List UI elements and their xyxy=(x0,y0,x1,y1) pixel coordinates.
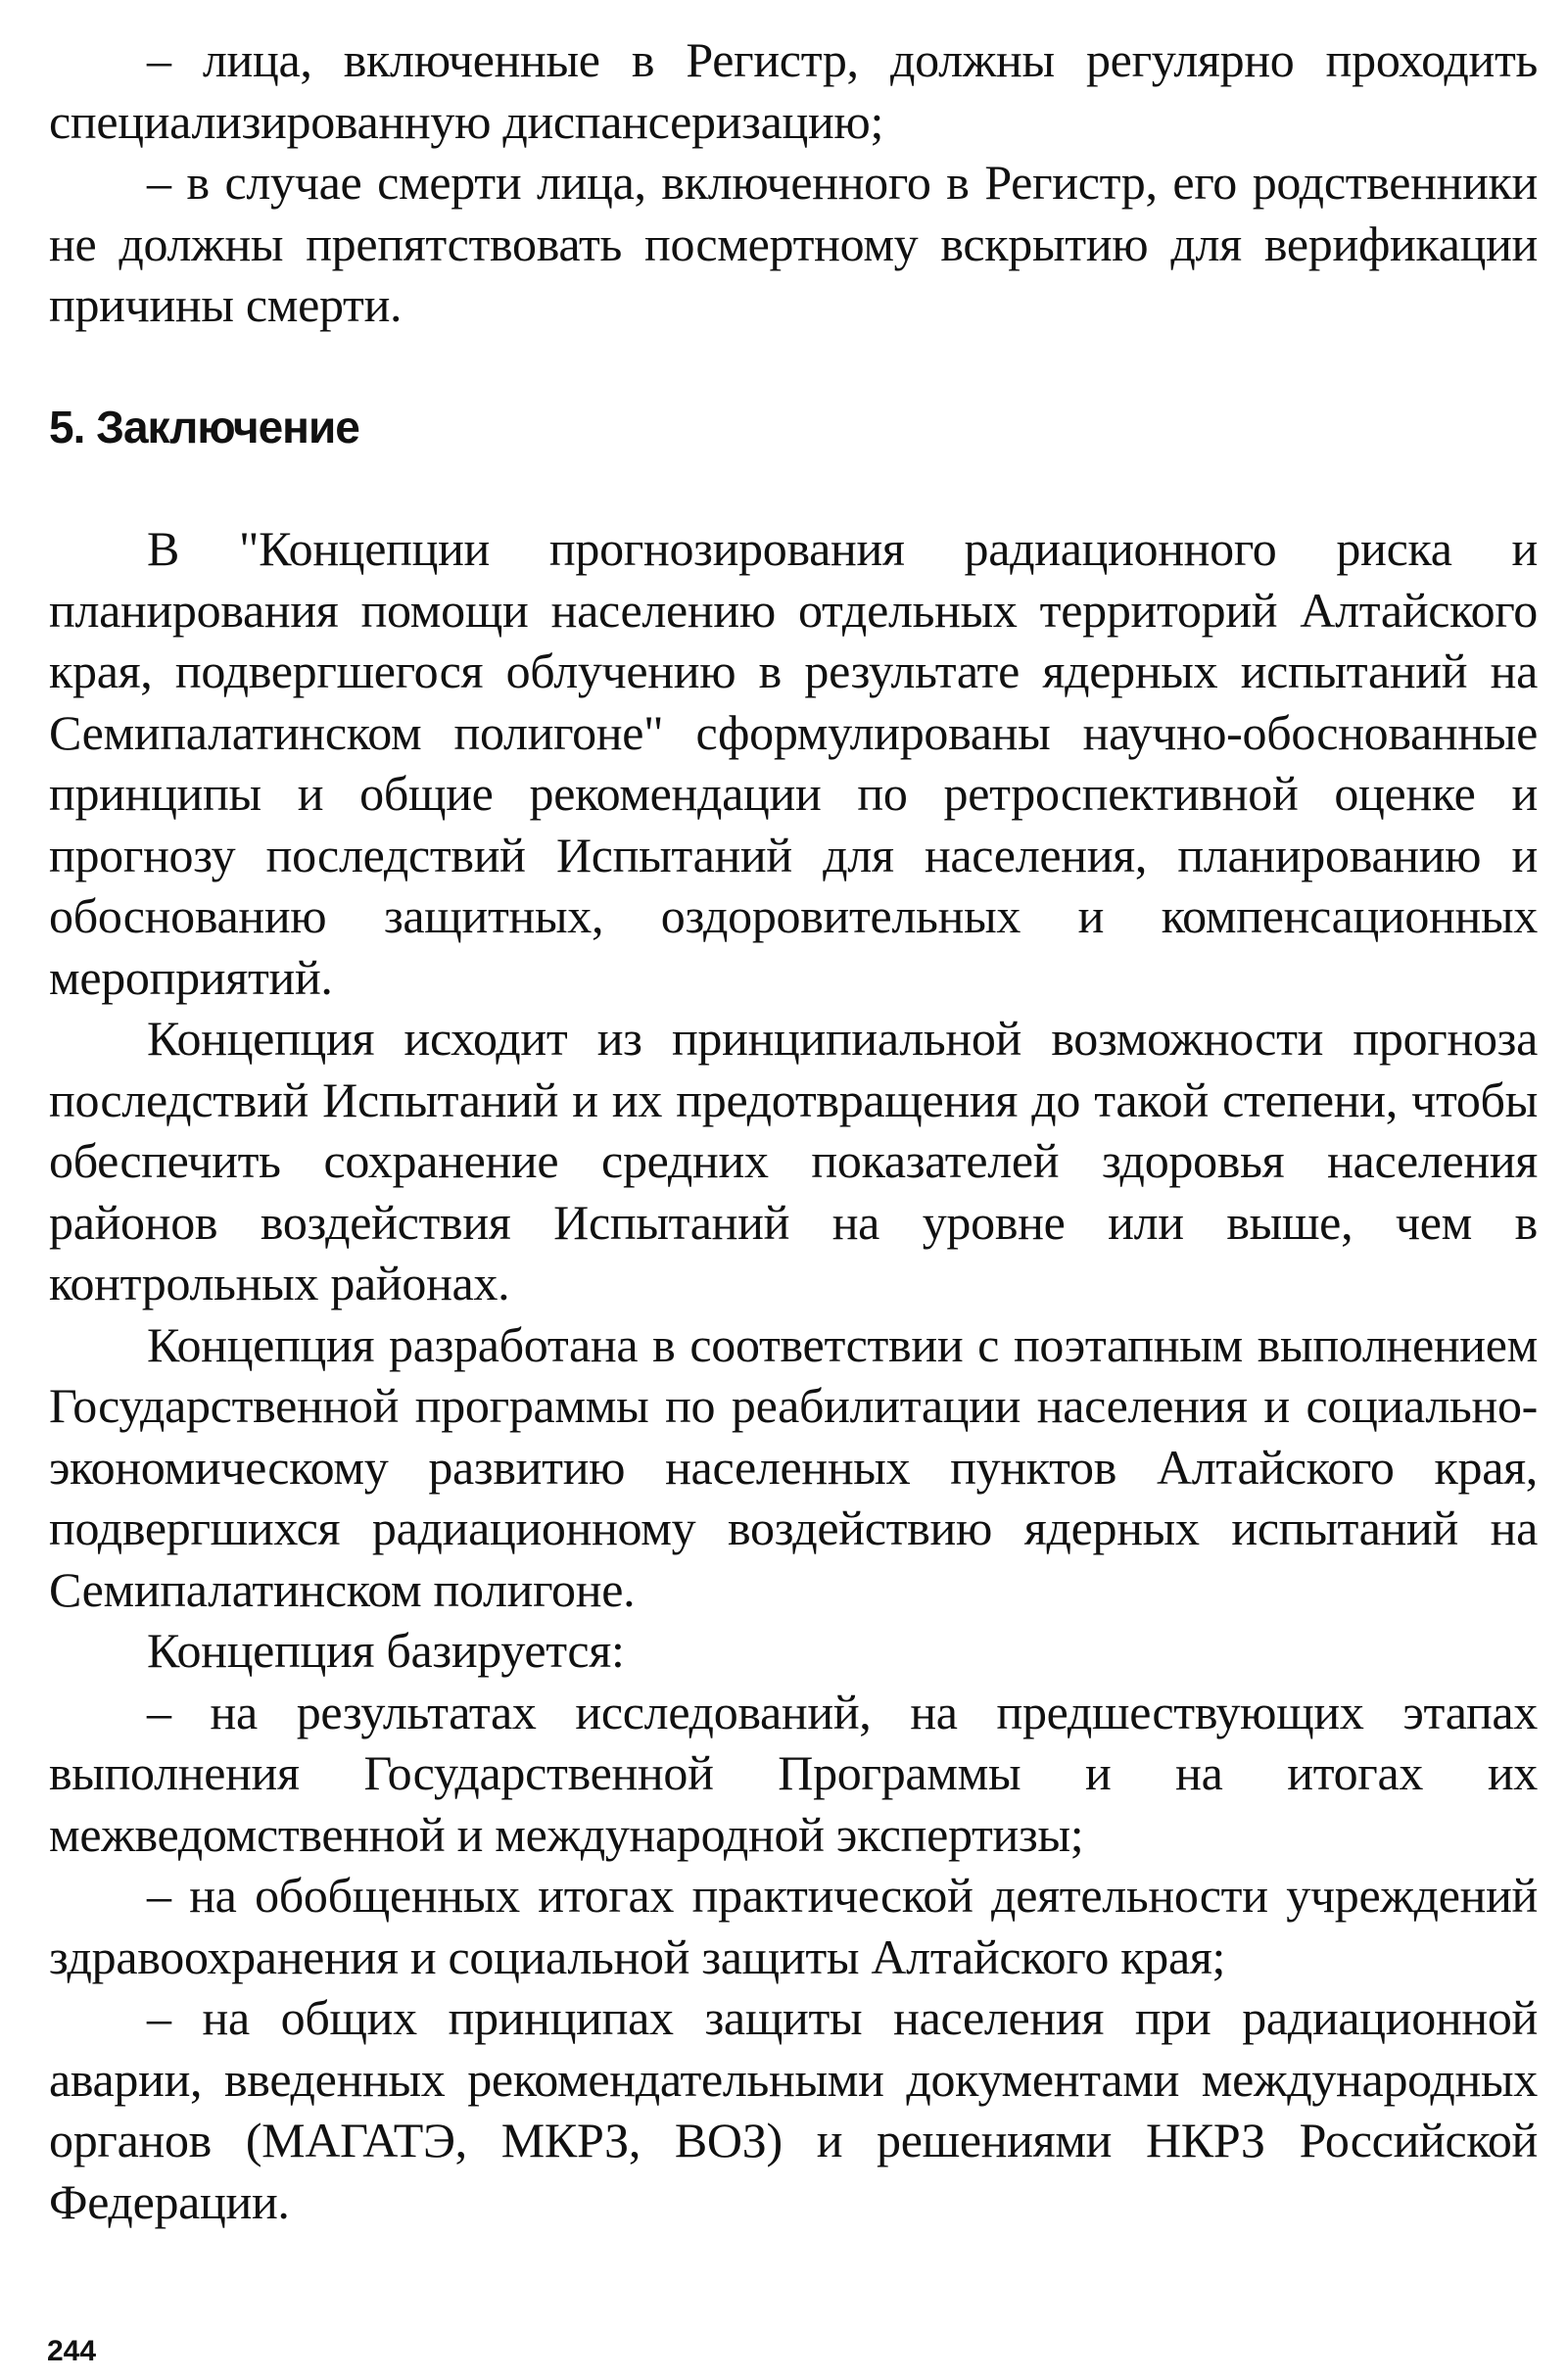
paragraph-concept-intro: В "Концепции прогнозирования радиационного риска и планирования помощи населению отдельных территорий Алтайского края, подвергшегося облучению в результате ядерных испытаний на Семипалатинском полигоне" сформулированы научно-обоснованные принципы и общие рекомендации по ретроспективной оценке и прогнозу последствий Испытаний для населения, планированию и обоснованию защитных, оздоровительных и компенсационных мероприятий. xyxy=(49,521,1538,1005)
list-item-dispensary: – лица, включенные в Регистр, должны регулярно проходить специализированную диспансеризацию; xyxy=(49,32,1538,149)
page-number: 244 xyxy=(47,2335,97,2367)
list-item-practical-results: – на обобщенных итогах практической деятельности учреждений здравоохранения и социальной защиты Алтайского края; xyxy=(49,1868,1538,1984)
list-item-protection-principles: – на общих принципах защиты населения при радиационной аварии, введенных рекомендательными документами международных органов (МАГАТЭ, МКРЗ, ВОЗ) и решениями НКРЗ Российской Федерации. xyxy=(49,1990,1538,2229)
list-item-research-results: – на результатах исследований, на предшествующих этапах выполнения Государственной Программы и на итогах их межведомственной и международной экспертизы; xyxy=(49,1684,1538,1862)
paragraph-concept-basis: Концепция базируется: xyxy=(147,1623,625,1678)
section-heading: 5. Заключение xyxy=(49,401,359,452)
paragraph-concept-development: Концепция разработана в соответствии с поэтапным выполнением Государственной программы по реабилитации населения и социально-экономическому развитию населенных пунктов Алтайского края, подвергшихся радиационному воздействию ядерных испытаний на Семипалатинском полигоне. xyxy=(49,1316,1538,1617)
list-item-autopsy: – в случае смерти лица, включенного в Регистр, его родственники не должны препятствовать посмертному вскрытию для верификации причины смерти. xyxy=(49,155,1538,332)
paragraph-concept-premise: Концепция исходит из принципиальной возможности прогноза последствий Испытаний и их предотвращения до такой степени, чтобы обеспечить сохранение средних показателей здоровья населения районов воздействия Испытаний на уровне или выше, чем в контрольных районах. xyxy=(49,1011,1538,1310)
document-page xyxy=(49,29,1538,2232)
